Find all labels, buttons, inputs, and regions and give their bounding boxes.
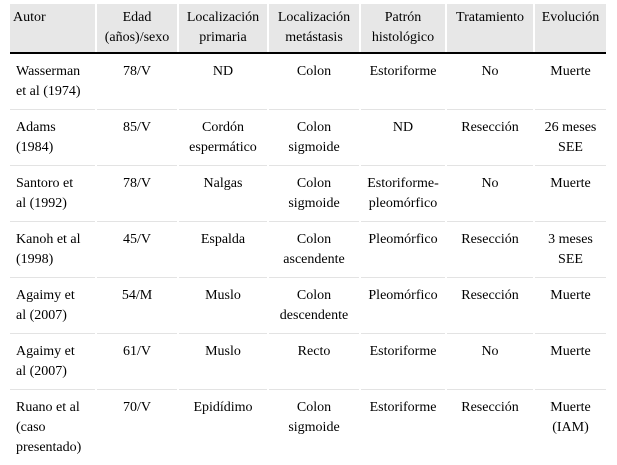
cell-edad	[96, 222, 178, 278]
cell-line: Ruano et al	[16, 398, 93, 418]
cell-evolucion	[534, 53, 606, 110]
cell-line: 78/V	[99, 174, 175, 194]
cell-localizacion-primaria	[178, 278, 268, 334]
table-row	[10, 390, 606, 465]
cell-localizacion-primaria	[178, 334, 268, 390]
cell-line: Resección	[449, 286, 531, 306]
cell-evolucion	[534, 222, 606, 278]
cell-localizacion-metastasis	[268, 53, 360, 110]
header-autor: Autor	[10, 4, 96, 53]
cell-patron	[360, 53, 446, 110]
header-patron-histologico: Patrón histológico	[360, 4, 446, 53]
cell-line: No	[449, 342, 531, 362]
cell-evolucion	[534, 278, 606, 334]
cell-line: (IAM)	[537, 418, 604, 438]
cell-line: 78/V	[99, 62, 175, 82]
cell-line: Colon	[271, 286, 357, 306]
header-localizacion-metastasis: Localización metástasis	[268, 4, 360, 53]
cell-tratamiento	[446, 110, 534, 166]
cell-autor	[10, 53, 96, 110]
cell-localizacion-primaria	[178, 222, 268, 278]
cell-line: Muerte	[537, 398, 604, 418]
cell-autor	[10, 390, 96, 465]
cell-localizacion-primaria	[178, 166, 268, 222]
cell-line: 26 meses	[537, 118, 604, 138]
cell-tratamiento	[446, 390, 534, 465]
cell-line: Colon	[271, 398, 357, 418]
cell-line: al (2007)	[16, 306, 93, 326]
cell-edad	[96, 53, 178, 110]
cell-line: Colon	[271, 230, 357, 250]
cell-line: sigmoide	[271, 418, 357, 438]
cell-autor	[10, 110, 96, 166]
cell-line: espermático	[181, 138, 265, 158]
table-row	[10, 53, 606, 110]
cell-localizacion-metastasis	[268, 334, 360, 390]
cell-line: ND	[363, 118, 443, 138]
cases-table	[10, 4, 606, 465]
cell-edad	[96, 110, 178, 166]
cell-edad	[96, 390, 178, 465]
table-row	[10, 222, 606, 278]
cell-line: Estoriforme	[363, 398, 443, 418]
table-row	[10, 110, 606, 166]
cell-edad	[96, 278, 178, 334]
cell-line: Recto	[271, 342, 357, 362]
cell-line: ascendente	[271, 250, 357, 270]
cell-edad	[96, 166, 178, 222]
cell-patron	[360, 334, 446, 390]
cell-line: (1998)	[16, 250, 93, 270]
cell-line: 3 meses	[537, 230, 604, 250]
table-row	[10, 166, 606, 222]
header-tratamiento: Tratamiento	[446, 4, 534, 53]
cell-autor	[10, 222, 96, 278]
cell-line: Muerte	[537, 174, 604, 194]
cell-line: Epidídimo	[181, 398, 265, 418]
cell-localizacion-metastasis	[268, 222, 360, 278]
cell-line: Cordón	[181, 118, 265, 138]
cell-localizacion-primaria	[178, 390, 268, 465]
cell-line: Estoriforme	[363, 342, 443, 362]
cell-evolucion	[534, 166, 606, 222]
cell-localizacion-metastasis	[268, 278, 360, 334]
cell-localizacion-metastasis	[268, 390, 360, 465]
cell-tratamiento	[446, 278, 534, 334]
cell-evolucion	[534, 110, 606, 166]
cell-autor	[10, 278, 96, 334]
cell-tratamiento	[446, 166, 534, 222]
cell-line: Colon	[271, 62, 357, 82]
cell-line: Resección	[449, 398, 531, 418]
cell-line: Kanoh et al	[16, 230, 93, 250]
cell-tratamiento	[446, 334, 534, 390]
cell-line: (1984)	[16, 138, 93, 158]
cell-evolucion	[534, 334, 606, 390]
cell-line: Muerte	[537, 286, 604, 306]
cell-tratamiento	[446, 222, 534, 278]
cell-line: al (2007)	[16, 362, 93, 382]
cell-line: Resección	[449, 230, 531, 250]
cell-line: SEE	[537, 138, 604, 158]
header-localizacion-primaria: Localización primaria	[178, 4, 268, 53]
cell-line: Colon	[271, 118, 357, 138]
cell-line: Muerte	[537, 62, 604, 82]
cell-line: Muslo	[181, 286, 265, 306]
cell-line: SEE	[537, 250, 604, 270]
cell-patron	[360, 278, 446, 334]
cell-line: (caso	[16, 418, 93, 438]
cell-edad	[96, 334, 178, 390]
cell-line: Estoriforme	[363, 62, 443, 82]
cell-line: Agaimy et	[16, 286, 93, 306]
cell-line: No	[449, 174, 531, 194]
cell-line: Pleomórfico	[363, 286, 443, 306]
header-edad: Edad (años)/sexo	[96, 4, 178, 53]
cell-localizacion-primaria	[178, 53, 268, 110]
cell-line: 45/V	[99, 230, 175, 250]
cell-localizacion-metastasis	[268, 110, 360, 166]
cell-line: sigmoide	[271, 194, 357, 214]
cell-line: 85/V	[99, 118, 175, 138]
cell-line: Espalda	[181, 230, 265, 250]
cell-autor	[10, 334, 96, 390]
table-body	[10, 53, 606, 465]
header-row	[10, 4, 606, 53]
cell-line: Nalgas	[181, 174, 265, 194]
cell-line: pleomórfico	[363, 194, 443, 214]
cell-patron	[360, 110, 446, 166]
cell-line: et al (1974)	[16, 82, 93, 102]
cell-line: 61/V	[99, 342, 175, 362]
cell-line: Santoro et	[16, 174, 93, 194]
cell-patron	[360, 390, 446, 465]
cell-patron	[360, 222, 446, 278]
cell-line: Wasserman	[16, 62, 93, 82]
cell-localizacion-metastasis	[268, 166, 360, 222]
cell-line: Agaimy et	[16, 342, 93, 362]
table-container	[10, 4, 606, 465]
cell-line: Colon	[271, 174, 357, 194]
cell-line: al (1992)	[16, 194, 93, 214]
cell-line: sigmoide	[271, 138, 357, 158]
cell-line: descendente	[271, 306, 357, 326]
cell-line: Estoriforme-	[363, 174, 443, 194]
cell-line: ND	[181, 62, 265, 82]
cell-evolucion	[534, 390, 606, 465]
cell-line: Muslo	[181, 342, 265, 362]
cell-autor	[10, 166, 96, 222]
cell-localizacion-primaria	[178, 110, 268, 166]
cell-tratamiento	[446, 53, 534, 110]
cell-line: 70/V	[99, 398, 175, 418]
table-row	[10, 334, 606, 390]
cell-line: No	[449, 62, 531, 82]
cell-line: Adams	[16, 118, 93, 138]
header-evolucion: Evolución	[534, 4, 606, 53]
cell-line: Muerte	[537, 342, 604, 362]
cell-line: 54/M	[99, 286, 175, 306]
cell-patron	[360, 166, 446, 222]
cell-line: Resección	[449, 118, 531, 138]
table-row	[10, 278, 606, 334]
cell-line: presentado)	[16, 438, 93, 458]
cell-line: Pleomórfico	[363, 230, 443, 250]
